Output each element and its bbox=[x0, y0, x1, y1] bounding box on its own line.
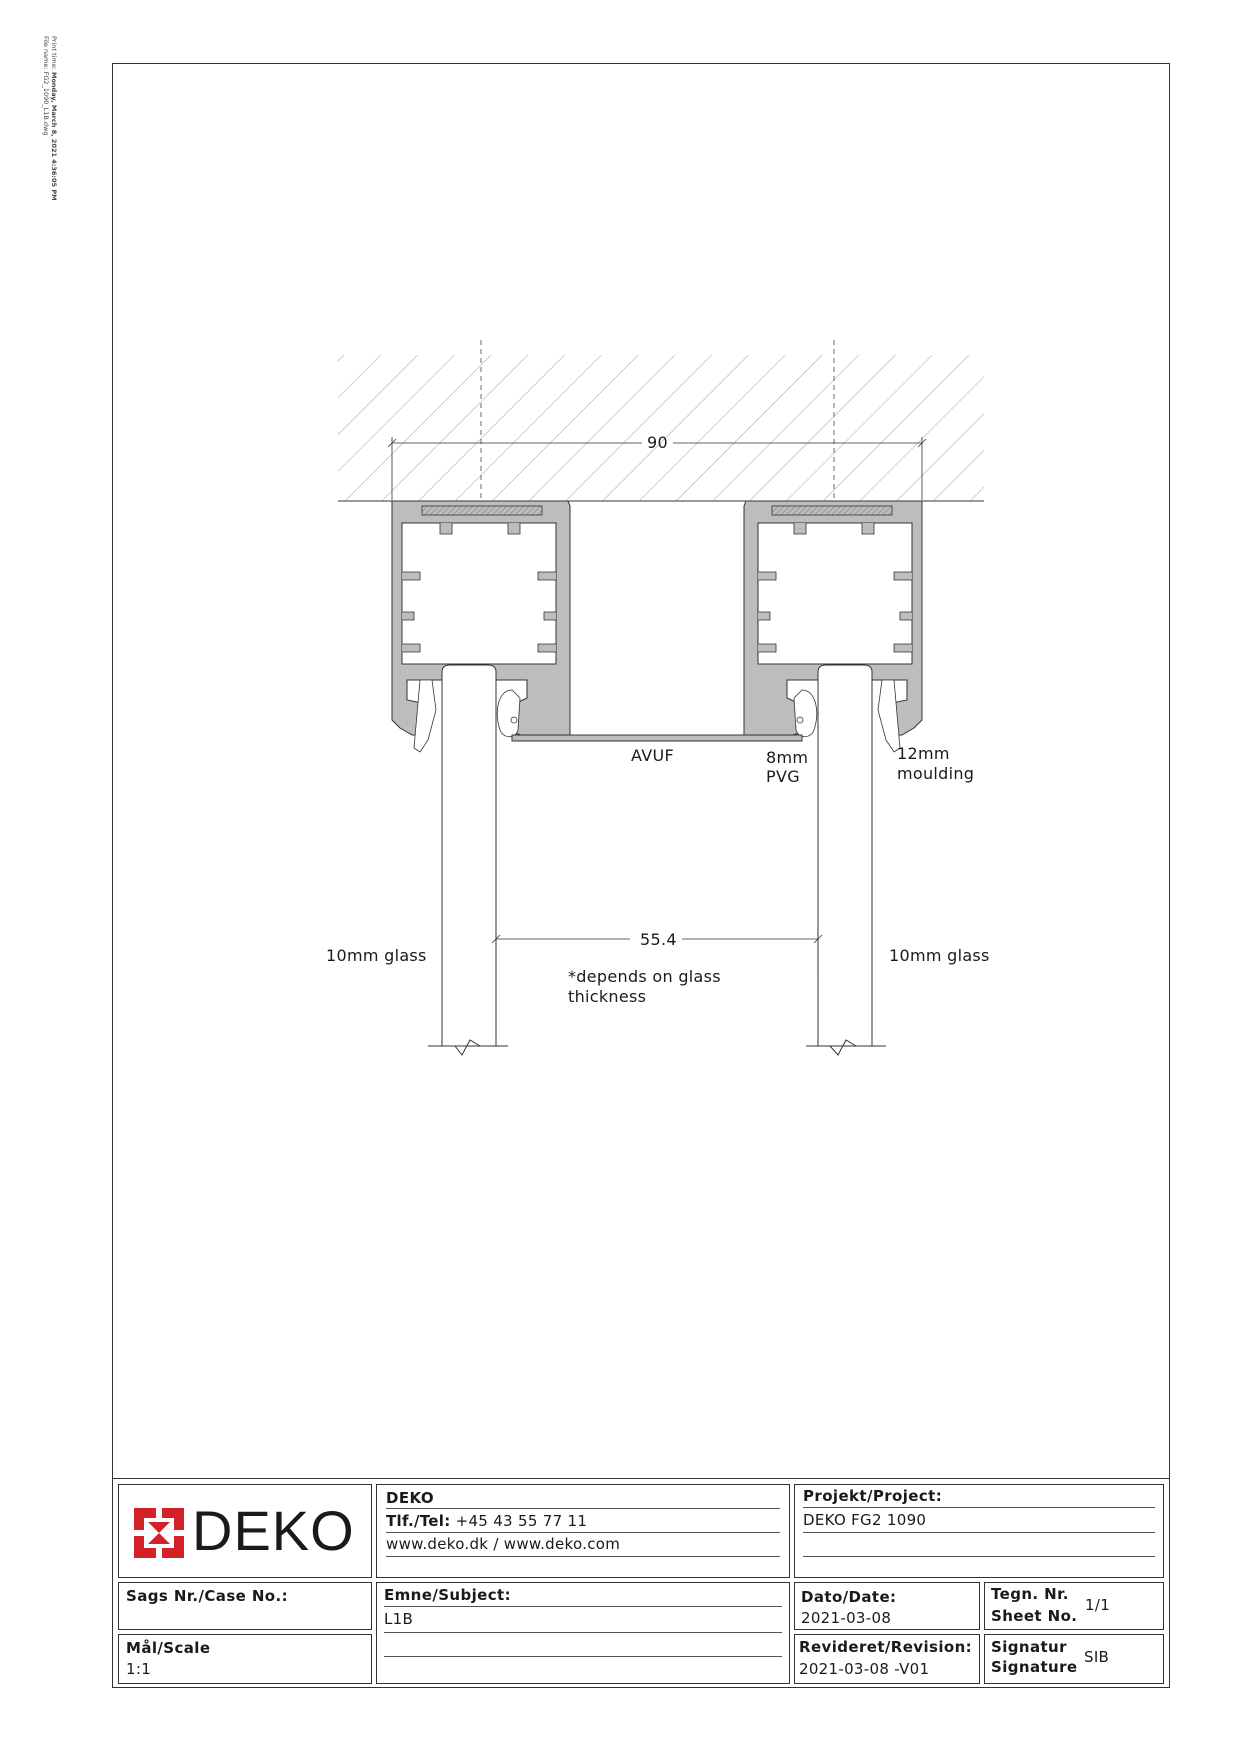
subject-rule-2 bbox=[384, 1632, 782, 1633]
moulding-label-line2: moulding bbox=[897, 764, 975, 783]
right-glass bbox=[806, 665, 886, 1055]
company-rule-2 bbox=[386, 1532, 780, 1533]
signature-label-1: Signatur bbox=[991, 1638, 1067, 1656]
subject-rule-3 bbox=[384, 1656, 782, 1657]
revision-label: Revideret/Revision: bbox=[799, 1638, 973, 1656]
glass-right-label: 10mm glass bbox=[889, 946, 990, 965]
revision-value: 2021-03-08 -V01 bbox=[799, 1660, 930, 1678]
sheet-label-1: Tegn. Nr. bbox=[991, 1585, 1069, 1603]
file-name-label: File name: bbox=[42, 36, 50, 70]
tel-value: +45 43 55 77 11 bbox=[455, 1512, 588, 1530]
note-line1: *depends on glass bbox=[568, 967, 721, 986]
signature-value: SIB bbox=[1084, 1648, 1110, 1666]
project-rule-3 bbox=[803, 1556, 1155, 1557]
pvg-label-line1: 8mm bbox=[766, 748, 809, 767]
note-line2: thickness bbox=[568, 987, 647, 1006]
pvg-label-line2: PVG bbox=[766, 767, 800, 786]
deko-logo bbox=[134, 1499, 364, 1562]
project-rule-2 bbox=[803, 1532, 1155, 1533]
avuf-label: AVUF bbox=[631, 746, 674, 765]
glass-left-label: 10mm glass bbox=[326, 946, 427, 965]
website[interactable]: www.deko.dk / www.deko.com bbox=[386, 1535, 621, 1553]
project-label: Projekt/Project: bbox=[803, 1487, 943, 1505]
scale-label: Mål/Scale bbox=[126, 1639, 211, 1657]
sheet-label-2: Sheet No. bbox=[991, 1607, 1078, 1625]
ceiling-hatch bbox=[338, 355, 984, 501]
subject-label: Emne/Subject: bbox=[384, 1586, 512, 1604]
dimension-90-label: 90 bbox=[647, 433, 668, 452]
company-rule-1 bbox=[386, 1508, 780, 1509]
subject-rule-1 bbox=[384, 1606, 782, 1607]
file-name-value: FG2_1090_L1B.dwg bbox=[42, 71, 50, 136]
scale-value: 1:1 bbox=[126, 1660, 152, 1678]
subject-value: L1B bbox=[384, 1610, 414, 1628]
tel-row bbox=[386, 1512, 587, 1530]
company-name: DEKO bbox=[386, 1489, 434, 1507]
moulding-label-line1: 12mm bbox=[897, 744, 950, 763]
print-time-label: Print time: bbox=[50, 36, 58, 70]
project-value: DEKO FG2 1090 bbox=[803, 1511, 927, 1529]
date-value: 2021-03-08 bbox=[801, 1609, 892, 1627]
dimension-55-4-label: 55.4 bbox=[640, 930, 677, 949]
deko-logo-mark-icon bbox=[134, 1508, 184, 1558]
logo-wordmark: DEKO bbox=[192, 1499, 355, 1562]
company-cell bbox=[376, 1484, 790, 1578]
left-glass bbox=[428, 665, 508, 1055]
sheet-value: 1/1 bbox=[1085, 1596, 1111, 1614]
signature-label-2: Signature bbox=[991, 1658, 1078, 1676]
company-rule-3 bbox=[386, 1556, 780, 1557]
case-label: Sags Nr./Case No.: bbox=[126, 1587, 289, 1605]
avuf-bar bbox=[512, 735, 802, 741]
tel-label: Tlf./Tel: bbox=[386, 1512, 451, 1530]
project-rule-1 bbox=[803, 1507, 1155, 1508]
print-time-value: Monday, March 8, 2021 4:36:05 PM bbox=[50, 71, 58, 201]
date-label: Dato/Date: bbox=[801, 1588, 897, 1606]
